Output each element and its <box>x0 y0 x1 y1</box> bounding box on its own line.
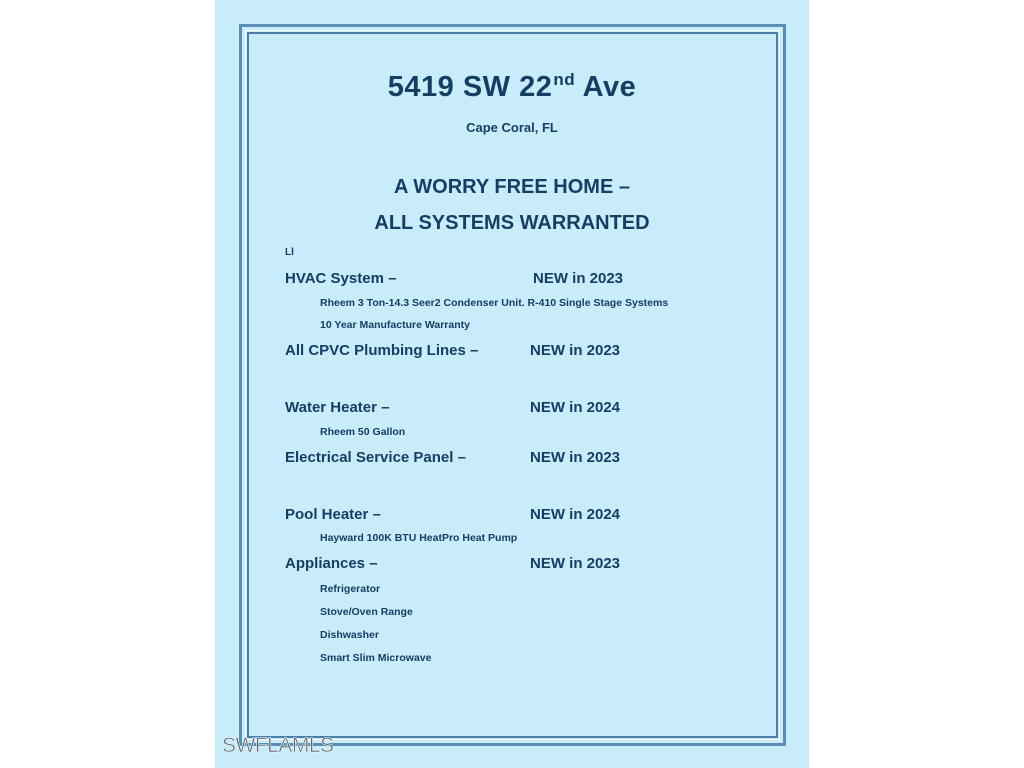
appliance-item: Refrigerator <box>320 583 381 595</box>
headline-worry-free: A WORRY FREE HOME – <box>394 176 630 198</box>
system-detail: Rheem 50 Gallon <box>320 426 406 438</box>
property-address <box>0 70 1024 104</box>
system-detail: Hayward 100K BTU HeatPro Heat Pump <box>320 532 518 544</box>
stray-text: Ll <box>285 247 294 258</box>
system-label-pool-heater: Pool Heater – <box>285 506 381 523</box>
system-status-electrical: NEW in 2023 <box>530 449 621 466</box>
appliance-item: Stove/Oven Range <box>320 606 413 618</box>
address-ordinal-suffix: nd <box>553 70 576 89</box>
system-status-hvac: NEW in 2023 <box>533 270 624 287</box>
system-detail: Rheem 3 Ton-14.3 Seer2 Condenser Unit. R-410 Single Stage Systems <box>320 297 669 309</box>
system-status-water-heater: NEW in 2024 <box>530 399 621 416</box>
system-label-appliances: Appliances – <box>285 555 378 572</box>
system-detail: 10 Year Manufacture Warranty <box>320 319 470 331</box>
mls-watermark: SWFLAMLS <box>222 734 334 757</box>
appliance-item: Dishwasher <box>320 629 379 641</box>
address-street-type: Ave <box>575 71 637 103</box>
system-label-water-heater: Water Heater – <box>285 399 390 416</box>
system-label-electrical: Electrical Service Panel – <box>285 449 466 466</box>
appliance-item: Smart Slim Microwave <box>320 652 432 664</box>
system-label-hvac: HVAC System – <box>285 270 397 287</box>
property-city: Cape Coral, FL <box>466 120 558 135</box>
address-number-street: 5419 SW 22 <box>387 71 553 103</box>
system-status-plumbing: NEW in 2023 <box>530 342 621 359</box>
system-label-plumbing: All CPVC Plumbing Lines – <box>285 342 479 359</box>
headline-systems-warranted: ALL SYSTEMS WARRANTED <box>374 212 650 234</box>
system-status-appliances: NEW in 2023 <box>530 555 621 572</box>
system-status-pool-heater: NEW in 2024 <box>530 506 621 523</box>
